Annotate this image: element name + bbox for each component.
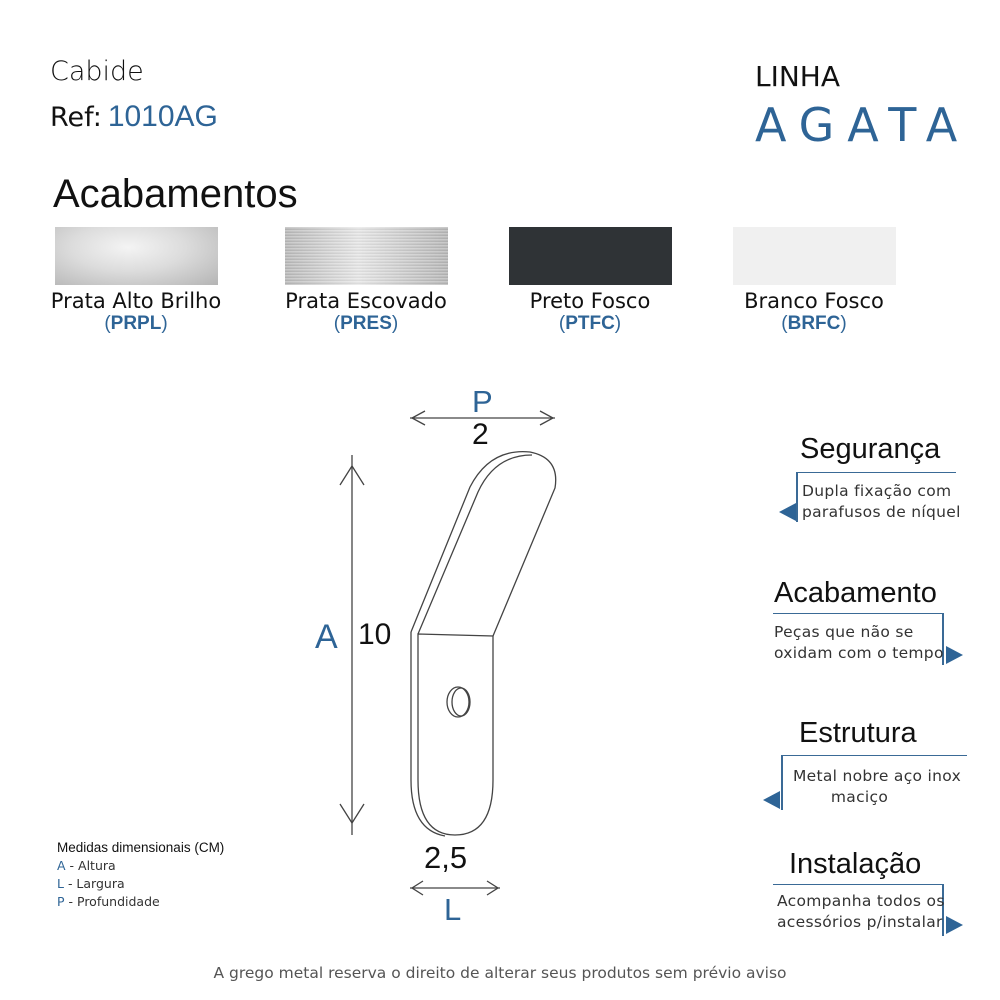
callout-line	[773, 613, 943, 614]
width-letter: L	[444, 892, 462, 927]
disclaimer: A grego metal reserva o direito de alterar seus produtos sem prévio aviso	[213, 964, 787, 982]
legend-title: Medidas dimensionais (CM)	[57, 840, 225, 855]
depth-value: 2	[472, 418, 489, 451]
height-letter: A	[315, 618, 338, 656]
swatch-matte-white	[733, 227, 896, 285]
finish-option-ptfc	[490, 227, 690, 335]
finish-name: Prata Alto Brilho	[50, 289, 222, 313]
finish-option-pres	[266, 227, 466, 335]
finish-code: (PRES)	[333, 313, 399, 334]
arrow-right-icon	[946, 916, 963, 934]
arrow-right-icon	[946, 646, 963, 664]
product-name: Cabide	[50, 56, 144, 87]
height-value: 10	[358, 618, 392, 651]
finish-code: (PRPL)	[104, 313, 168, 334]
finishes-title: Acabamentos	[53, 172, 298, 216]
line-label: LINHA	[755, 60, 841, 93]
feature-title: Estrutura	[799, 717, 917, 749]
width-value: 2,5	[424, 840, 468, 875]
depth-letter: P	[472, 384, 493, 419]
legend-row-width: L - Largura	[57, 876, 125, 891]
callout-line	[796, 472, 956, 473]
feature-text: Metal nobre aço inox maciço	[792, 767, 962, 806]
finish-option-prpl	[36, 227, 236, 335]
swatch-polished-silver	[55, 227, 218, 285]
feature-title: Acabamento	[774, 577, 937, 609]
finish-code: (PTFC)	[558, 313, 622, 334]
feature-text: Acompanha todos os acessórios p/instalar	[777, 892, 945, 931]
feature-title: Instalação	[789, 848, 922, 880]
finish-option-brfc	[714, 227, 914, 335]
feature-text: Peças que não se oxidam com o tempo	[774, 623, 944, 662]
callout-line	[773, 884, 943, 885]
swatch-brushed-silver	[285, 227, 448, 285]
product-reference	[50, 100, 218, 134]
technical-drawing	[300, 380, 600, 940]
feature-title: Segurança	[800, 433, 941, 465]
line-name: AGATA	[755, 98, 971, 152]
arrow-left-icon	[779, 503, 796, 521]
finish-name: Preto Fosco	[529, 289, 651, 313]
legend-row-depth: P - Profundidade	[57, 894, 160, 909]
callout-line	[796, 472, 798, 522]
swatch-matte-black	[509, 227, 672, 285]
dimension-legend	[57, 840, 224, 911]
finish-name: Branco Fosco	[744, 289, 884, 313]
ref-value: 1010AG	[107, 100, 218, 133]
callout-line	[781, 755, 967, 756]
finish-name: Prata Escovado	[285, 289, 447, 313]
legend-row-height: A - Altura	[57, 858, 116, 873]
finish-code: (BRFC)	[781, 313, 847, 334]
feature-text: Dupla fixação com parafusos de níquel	[802, 482, 961, 521]
ref-label: Ref:	[50, 102, 102, 133]
